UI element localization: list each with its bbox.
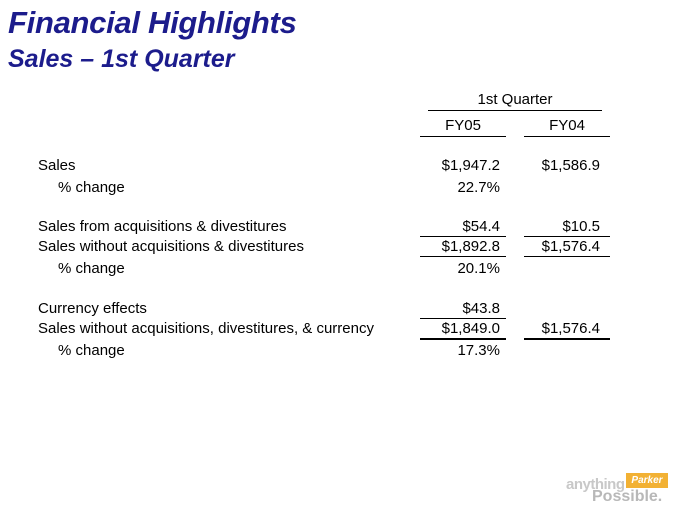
total-line-fy04 [524,338,610,340]
cell-fy05: $43.8 [462,300,500,317]
cell-fy05: $1,892.8 [441,238,500,255]
cell-fy05: 22.7% [457,179,500,196]
parker-logo [566,470,676,506]
cell-fy04: $1,576.4 [541,320,600,337]
row-label: % change [58,260,125,277]
row-label: % change [58,342,125,359]
logo-word-possible: Possible. [592,488,663,505]
row-label: Sales without acquisitions, divestitures, & currency [38,320,374,337]
row-label: Sales from acquisitions & divestitures [38,218,287,235]
row-label: % change [58,179,125,196]
cell-fy04: $1,586.9 [541,157,600,174]
cell-fy05: $1,947.2 [441,157,500,174]
cell-fy05: $54.4 [462,218,500,235]
page-title: Financial Highlights [8,5,297,40]
column-header-fy04: FY04 [549,117,585,134]
cell-fy04: $10.5 [562,218,600,235]
subtotal-line-fy05 [420,256,506,257]
group-header-underline [428,110,602,111]
subtotal-line-fy05 [420,236,506,237]
cell-fy04: $1,576.4 [541,238,600,255]
logo-word-anything: anything [566,476,625,493]
row-label: Currency effects [38,300,147,317]
subtotal-line-fy04 [524,256,610,257]
group-header: 1st Quarter [477,91,553,108]
cell-fy05: 17.3% [457,342,500,359]
subtotal-line-fy05 [420,318,506,319]
column-header-underline-fy04 [524,136,610,137]
row-label: Sales without acquisitions & divestitures [38,238,304,255]
cell-fy05: 20.1% [457,260,500,277]
cell-fy05: $1,849.0 [441,320,500,337]
total-line-fy05 [420,338,506,340]
row-label: Sales [38,157,76,174]
logo-brand-badge: Parker [626,473,668,488]
subtotal-line-fy04 [524,236,610,237]
column-header-fy05: FY05 [445,117,481,134]
page-subtitle: Sales – 1st Quarter [8,45,235,73]
column-header-underline-fy05 [420,136,506,137]
